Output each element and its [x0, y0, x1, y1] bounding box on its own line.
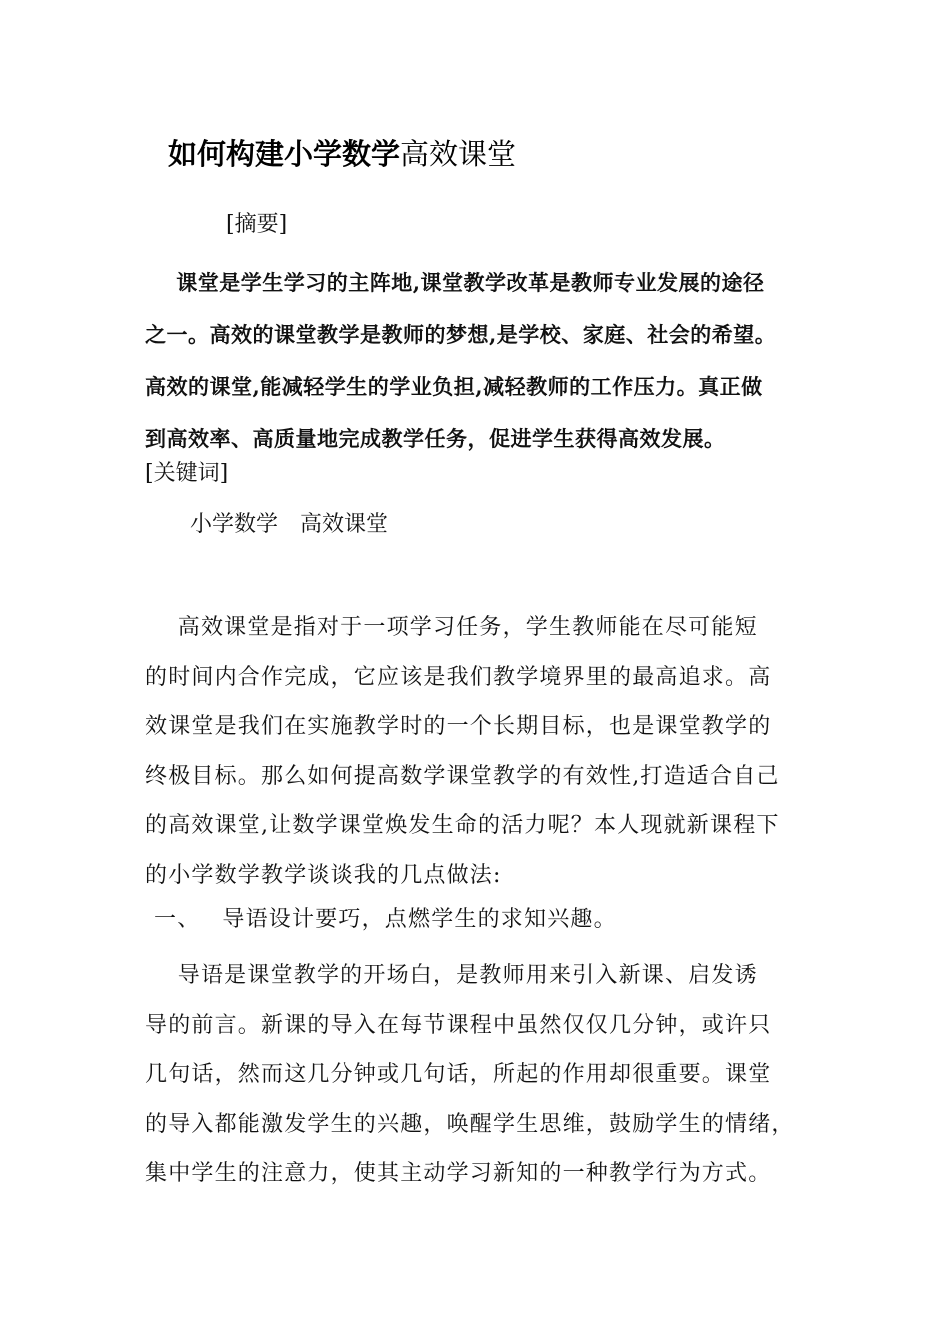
- keywords-list: [190, 508, 388, 542]
- abstract-line: 高效的课堂,能减轻学生的学业负担,减轻教师的工作压力。真正做: [145, 374, 763, 399]
- section-heading-text: 导语设计要巧，点燃学生的求知兴趣。: [222, 907, 617, 932]
- paragraph-line: 的高效课堂,让数学课堂焕发生命的活力呢？本人现就新课程下: [145, 813, 780, 838]
- paragraph-line: 几句话，然而这几分钟或几句话，所起的作用却很重要。课堂: [145, 1062, 772, 1087]
- paragraph-line: 高效课堂是指对于一项学习任务，学生教师能在尽可能短: [145, 615, 758, 640]
- abstract-text: [145, 257, 805, 465]
- paragraph-line: 效课堂是我们在实施教学时的一个长期目标，也是课堂教学的: [145, 714, 772, 739]
- paragraph-line: 导语是课堂教学的开场白，是教师用来引入新课、启发诱: [145, 963, 758, 988]
- section-paragraph: [145, 951, 815, 1199]
- title-normal-part: 高效课堂: [400, 137, 517, 171]
- paragraph-line: 的小学数学教学谈谈我的几点做法:: [145, 862, 502, 888]
- abstract-label: [摘要]: [226, 212, 288, 237]
- paragraph-line: 集中学生的注意力，使其主动学习新知的一种教学行为方式。: [145, 1161, 772, 1186]
- intro-paragraph: [145, 603, 815, 900]
- title-bold-part: 如何构建小学数学: [168, 137, 401, 171]
- abstract-line: 到高效率、高质量地完成教学任务，促进学生获得高效发展。: [145, 426, 726, 451]
- paragraph-line: 导的前言。新课的导入在每节课程中虽然仅仅几分钟，或许只: [145, 1012, 772, 1038]
- abstract-line: 课堂是学生学习的主阵地,课堂教学改革是教师专业发展的途径: [145, 270, 765, 295]
- keyword: 小学数学: [190, 512, 279, 537]
- page-title: [168, 132, 516, 176]
- paragraph-line: 终极目标。那么如何提高数学课堂教学的有效性,打造适合自己: [145, 763, 780, 789]
- keywords-label: [关键词]: [145, 461, 229, 486]
- section-number: 一、: [154, 907, 201, 932]
- paragraph-line: 的时间内合作完成，它应该是我们教学境界里的最高追求。高: [145, 664, 772, 690]
- abstract-line: 之一。高效的课堂教学是教师的梦想,是学校、家庭、社会的希望。: [145, 322, 777, 347]
- keyword: 高效课堂: [300, 512, 389, 537]
- section-heading: [154, 903, 617, 937]
- paragraph-line: 的导入都能激发学生的兴趣，唤醒学生思维，鼓励学生的情绪，: [145, 1111, 795, 1137]
